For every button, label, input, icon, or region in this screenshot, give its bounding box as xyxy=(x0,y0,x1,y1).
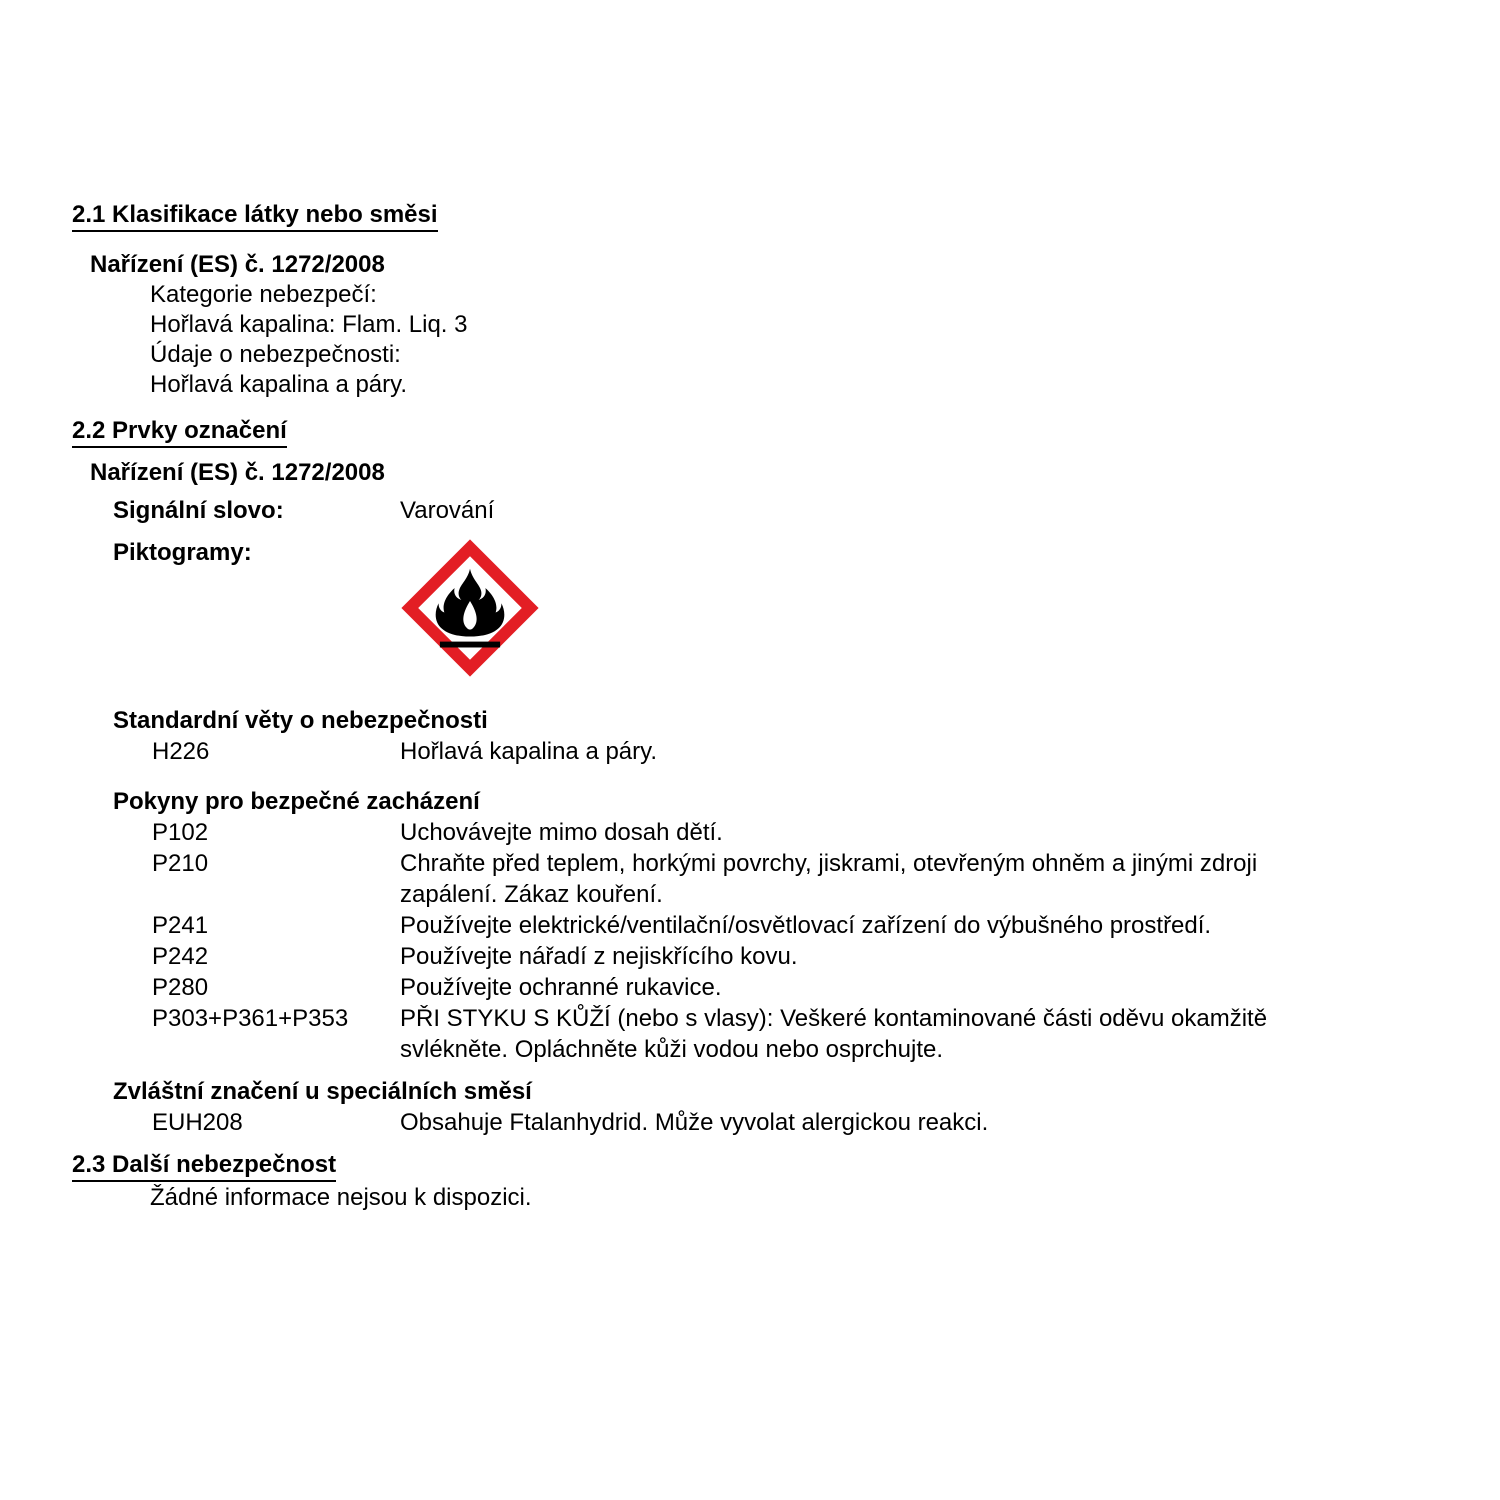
signal-word-value: Varování xyxy=(400,497,495,524)
special-labelling-heading: Zvláštní značení u speciálních směsí xyxy=(113,1078,532,1105)
section-2-2-heading-text: 2.2 Prvky označení xyxy=(72,416,287,448)
precautionary-heading: Pokyny pro bezpečné zacházení xyxy=(113,788,480,815)
precautionary-row xyxy=(152,817,1440,848)
classification-line: Hořlavá kapalina a páry. xyxy=(150,371,408,398)
precautionary-code: P303+P361+P353 xyxy=(152,1005,349,1032)
special-labelling-row xyxy=(152,1107,1440,1138)
classification-lines xyxy=(150,280,1440,400)
hazard-text: Hořlavá kapalina a páry. xyxy=(400,738,658,765)
special-code: EUH208 xyxy=(152,1109,243,1136)
precautionary-code: P280 xyxy=(152,974,209,1001)
section-2-3-heading-text: 2.3 Další nebezpečnost xyxy=(72,1150,336,1182)
precautionary-code: P241 xyxy=(152,912,209,939)
section-2-2-heading xyxy=(72,416,1440,448)
classification-line: Kategorie nebezpečí: xyxy=(150,281,377,308)
signal-word-row xyxy=(113,496,1440,526)
hazard-code: H226 xyxy=(152,738,210,765)
hazard-statement-row xyxy=(152,736,1440,767)
precautionary-text: Používejte ochranné rukavice. xyxy=(400,974,722,1001)
precautionary-text: PŘI STYKU S KŮŽÍ (nebo s vlasy): Veškeré kontaminované části oděvu okamžitě svlékněte. Opláchněte kůži vodou nebo osprchujte. xyxy=(400,1005,1268,1063)
precautionary-code: P242 xyxy=(152,943,209,970)
pictograms-label: Piktogramy: xyxy=(113,539,252,566)
classification-line: Hořlavá kapalina: Flam. Liq. 3 xyxy=(150,311,468,338)
precautionary-text: Používejte nářadí z nejiskřícího kovu. xyxy=(400,943,798,970)
precautionary-row xyxy=(152,848,1440,910)
classification-line: Údaje o nebezpečnosti: xyxy=(150,341,401,368)
hazard-statements-heading: Standardní věty o nebezpečnosti xyxy=(113,707,488,734)
pictograms-row xyxy=(113,538,1440,678)
precautionary-row xyxy=(152,910,1440,941)
section-2-1-heading xyxy=(72,200,1440,232)
regulation-title-2-1: Nařízení (ES) č. 1272/2008 xyxy=(90,251,385,278)
no-information-text: Žádné informace nejsou k dispozici. xyxy=(150,1184,532,1211)
special-text: Obsahuje Ftalanhydrid. Může vyvolat alergickou reakci. xyxy=(400,1109,989,1136)
regulation-title-2-2: Nařízení (ES) č. 1272/2008 xyxy=(90,459,385,486)
section-2-3-heading xyxy=(72,1150,1440,1182)
flame-base-bar xyxy=(440,642,500,648)
precautionary-row xyxy=(152,941,1440,972)
precautionary-text: Uchovávejte mimo dosah dětí. xyxy=(400,819,723,846)
precautionary-text: Chraňte před teplem, horkými povrchy, jiskrami, otevřeným ohněm a jinými zdroji zapálení. Zákaz kouření. xyxy=(400,850,1258,908)
ghs02-flame-pictogram-icon xyxy=(400,538,540,678)
section-2-1-heading-text: 2.1 Klasifikace látky nebo směsi xyxy=(72,200,438,232)
signal-word-label: Signální slovo: xyxy=(113,497,284,524)
precautionary-text: Používejte elektrické/ventilační/osvětlovací zařízení do výbušného prostředí. xyxy=(400,912,1212,939)
precautionary-code: P102 xyxy=(152,819,209,846)
precautionary-code: P210 xyxy=(152,850,209,877)
precautionary-row xyxy=(152,972,1440,1003)
precautionary-row xyxy=(152,1003,1440,1065)
